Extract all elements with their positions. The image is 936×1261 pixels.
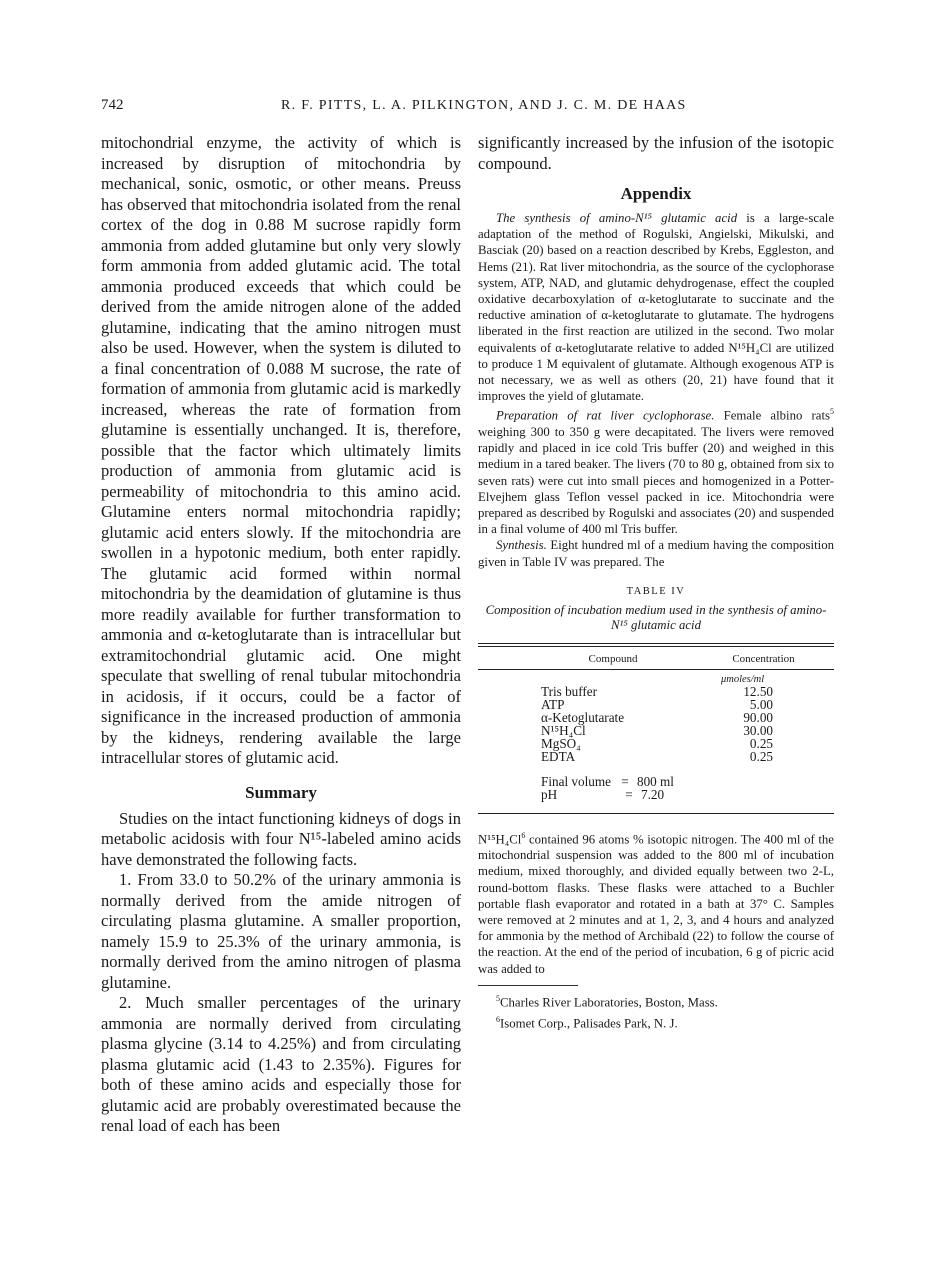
table-row <box>478 737 834 750</box>
right-column <box>478 133 834 1032</box>
left-column <box>101 133 461 1137</box>
compound-cell: EDTA <box>541 748 576 764</box>
footnote-text: Isomet Corp., Palisades Park, N. J. <box>500 1016 678 1031</box>
concentration-cell: 30.00 <box>743 722 773 738</box>
column-header-compound: Compound <box>588 652 638 665</box>
concentration-cell: 12.50 <box>743 683 773 699</box>
paragraph-text: N¹⁵H₄Cl <box>478 832 522 846</box>
summary-paragraph: 2. Much smaller percentages of the urinary ammonia are normally derived from circulating plasma glycine (3.14 to 4.25%) and from circulating plasma glutamic acid (1.43 to 2.35%). Figures for both of these amino acids and especially those for glutamic acid are probably overestimated because the renal load of each has been <box>101 993 461 1135</box>
footnote-ref: 5 <box>830 407 834 417</box>
table-row <box>478 724 834 737</box>
page-header <box>101 97 837 119</box>
concentration-cell: 90.00 <box>743 709 773 725</box>
column-header-concentration: Concentration <box>732 652 795 665</box>
footnote-mark: 5 <box>496 993 500 1003</box>
compound-cell: ATP <box>541 696 565 712</box>
footnote-ref: 6 <box>521 830 526 840</box>
table-row <box>478 698 834 711</box>
footnotes <box>478 990 834 1033</box>
compound-cell: N¹⁵H₄Cl <box>541 722 586 738</box>
footnote-text: Charles River Laboratories, Boston, Mass. <box>500 995 718 1010</box>
table-caption: Composition of incubation medium used in the synthesis of amino-N¹⁵ glutamic acid <box>485 602 827 632</box>
table-row <box>478 775 834 788</box>
paragraph-text: weighing 300 to 350 g were decapitated. The livers were removed rapidly and placed in ice cold Tris buffer (20) and weighed in this medium in a tared beaker. The livers (70 to 80 g, obtained from six to seven rats) were cut into small pieces and homogenized in a Potter-Elvejhem glass Teflon vessel packed in ice. Mitochondria were prepared as described by Rogulski and associates (20) and suspended in a final volume of 400 ml Tris buffer. <box>478 424 834 537</box>
body-paragraph: mitochondrial enzyme, the activity of which is increased by disruption of mitochondria by mechanical, sonic, osmotic, or other means. Preuss has observed that mitochondria isolated from the renal cortex of the dog in 0.88 M sucrose rapidly form ammonia from added glutamine but only very slowly form ammonia from added glutamic acid. The total ammonia produced exceeds that which could be derived from the amide nitrogen alone of the added glutamine, indicating that the amino nitrogen must also be used. However, when the system is diluted to a final concentration of 0.088 M sucrose, the rate of formation of ammonia from glutamic acid is markedly increased, whereas the rate of formation from glutamine is essentially unchanged. It is, therefore, possible that the factor which ultimately limits production of ammonia from glutamic acid is permeability of mitochondria to this amino acid. Glutamine enters normal mitochondria rapidly; glutamic acid enters slowly. If the mitochondria are swollen in a hypotonic medium, both enter rapidly. The glutamic acid formed within normal mitochondria by the deamidation of glutamine is thus more readily available for further transformation to ammonia and α-ketoglutarate than is intracellular but extramitochondrial glutamic acid. One might speculate that swelling of renal tubular mitochondria in acidosis, if it occurs, could be a factor of significance in the increased production of ammonia by the kidneys, rendering available the large intracellular stores of glutamic acid. <box>101 133 461 767</box>
appendix-heading: Appendix <box>620 184 692 203</box>
ph-label: pH <box>541 786 558 802</box>
footnote-rule <box>478 985 578 986</box>
paragraph-lead-italic: Preparation of rat liver cyclophorase. <box>496 408 715 423</box>
table-header-row <box>478 647 834 669</box>
units-label: μmoles/ml <box>721 673 765 685</box>
body-paragraph: significantly increased by the infusion of the isotopic compound. <box>478 133 834 173</box>
table-body <box>478 685 834 763</box>
appendix-paragraph <box>478 537 834 569</box>
footnote <box>478 1011 834 1032</box>
table-label: TABLE IV <box>626 585 686 597</box>
summary-paragraph: 1. From 33.0 to 50.2% of the urinary ammonia is normally derived from the amide nitrogen of circulating plasma glutamine. A smaller proportion, namely 15.9 to 25.3% of the urinary ammonia, is normally derived from the amino nitrogen of plasma glutamine. <box>101 870 461 992</box>
final-volume-value: 800 ml <box>636 773 674 789</box>
page-number: 742 <box>101 97 124 113</box>
final-volume-label: Final volume <box>541 773 611 789</box>
paragraph-text: Female albino rats <box>714 408 830 423</box>
equals-sign: = <box>625 786 633 802</box>
compound-cell: Tris buffer <box>541 683 598 699</box>
footnote-mark: 6 <box>496 1015 500 1025</box>
paragraph-text: is a large-scale adaptation of the method of Rogulski, Angielski, Mikulski, and Basciak (20) based on a reaction described by Krebs, Eggleston, and Hems (21). Rat liver mitochondria, as the source of the cyclophorase system, ATP, NAD, and glutamic dehydrogenase, effect the coupled oxidative decarboxylation of α-ketoglutarate to succinate and the reductive amination of α-ketoglutarate to glutamate. The hydrogens liberated in the first reaction are utilized in the second. Two molar equivalents of α-ketoglutarate relative to added N¹⁵H₄Cl are utilized to produce 1 M equivalent of glutamate. Although exogenous ATP is not necessary, we as well as others (20, 21) have found that it improves the yield of glutamate. <box>478 211 834 404</box>
table-iv <box>478 586 834 814</box>
concentration-cell: 0.25 <box>749 748 773 764</box>
table-row <box>478 685 834 698</box>
table-bottom-rule <box>478 813 834 814</box>
table-row <box>478 750 834 763</box>
table-row <box>478 788 834 801</box>
compound-cell: α-Ketoglutarate <box>541 709 625 725</box>
footnote <box>478 990 834 1011</box>
paragraph-lead-italic: The synthesis of amino-N¹⁵ glutamic acid <box>496 211 738 225</box>
concentration-cell: 5.00 <box>749 696 773 712</box>
summary-paragraph: Studies on the intact functioning kidneys of dogs in metabolic acidosis with four N¹⁵-labeled amino acids have demonstrated the following facts. <box>101 808 461 869</box>
summary-heading: Summary <box>245 782 317 802</box>
concentration-cell: 0.25 <box>749 735 773 751</box>
appendix-paragraph <box>478 828 834 977</box>
paragraph-text: contained 96 atoms % isotopic nitrogen. The 400 ml of the mitochondrial suspension was added to the 800 ml of incubation medium, mixed thoroughly, and divided equally between two 2-L, round-bottom flasks. These flasks were attached to a Buchler portable flash evaporator and rotated in a bath at 37° C. Samples were removed at 2 minutes and at 1, 2, 3, and 4 hours and analyzed for ammonia by the method of Archibald (22) to follow the course of the reaction. At the end of the period of incubation, 6 g of picric acid was added to <box>478 832 834 976</box>
appendix-paragraph <box>478 404 834 537</box>
ph-value: 7.20 <box>641 786 665 802</box>
paragraph-text: Eight hundred ml of a medium having the composition given in Table IV was prepared. The <box>478 538 834 569</box>
equals-sign: = <box>621 773 629 789</box>
appendix-paragraph <box>478 210 834 404</box>
running-head: R. F. PITTS, L. A. PILKINGTON, AND J. C. M. DE HAAS <box>281 98 687 113</box>
paragraph-lead-italic: Synthesis. <box>496 538 547 553</box>
table-header-rule <box>478 669 834 670</box>
table-row <box>478 711 834 724</box>
compound-cell: MgSO₄ <box>541 735 581 751</box>
